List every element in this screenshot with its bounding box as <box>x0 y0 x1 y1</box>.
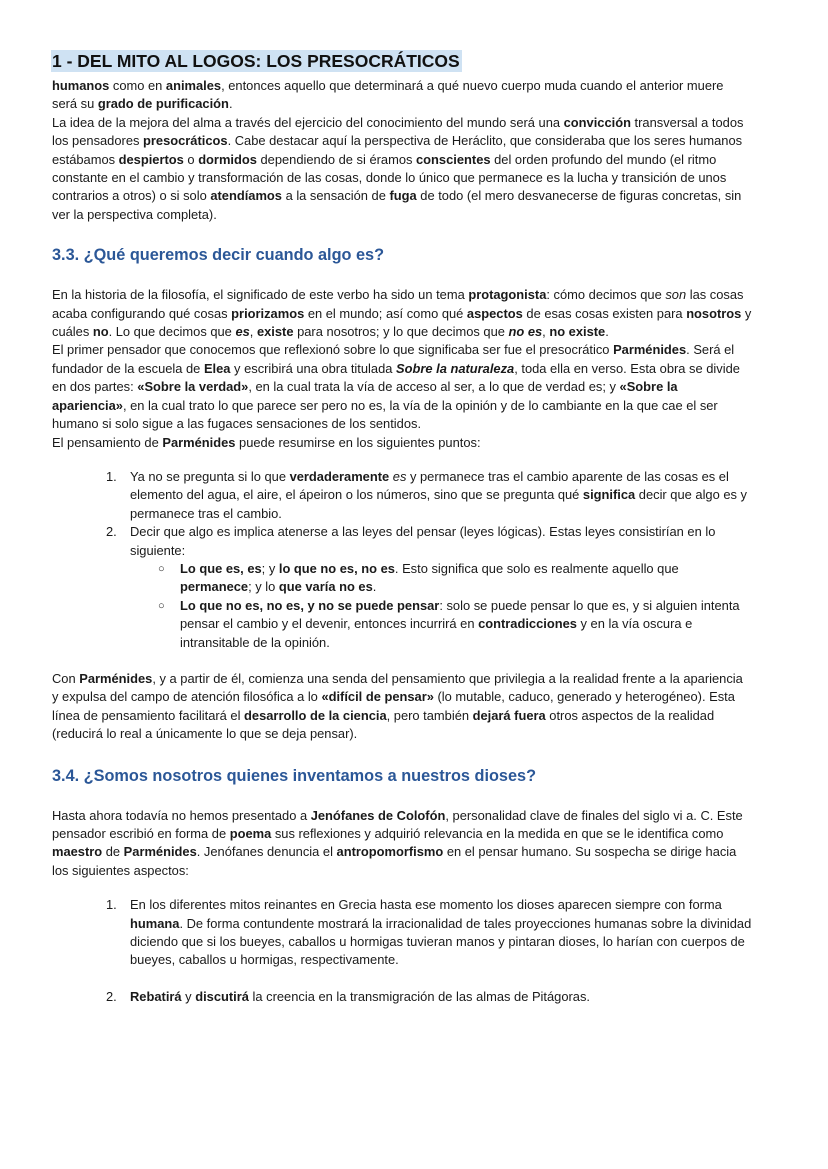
text-run: que varía no es <box>278 579 373 595</box>
text-run: presocráticos <box>143 133 228 149</box>
text-run: fuga <box>389 188 417 204</box>
text-run: y en la vía oscura e intransitable de la opinión. <box>180 616 693 650</box>
text-run: Sobre la naturaleza <box>396 360 515 376</box>
text-run: Lo que es, es <box>180 560 262 576</box>
text-run: Rebatirá <box>130 988 182 1004</box>
text-run: «difícil de pensar» <box>321 689 434 705</box>
text-run: maestro <box>52 844 103 860</box>
text-run: discutirá <box>195 988 249 1004</box>
text-run: . Será el fundador de la escuela de <box>52 342 735 376</box>
text-run: En la historia de la filosofía, el significado de este verbo ha sido un tema <box>52 287 469 303</box>
hollow-circle-bullet-icon: ○ <box>158 562 165 575</box>
text-run: Jenófanes de Colofón <box>310 807 446 823</box>
section1-paragraph-2 <box>52 341 752 433</box>
text-run: o <box>183 151 199 167</box>
text-run: (lo mutable, caduco, generado y heterogéneo). Esta línea de pensamiento facilitará el <box>52 689 735 723</box>
text-run: contradicciones <box>478 616 577 632</box>
text-run: Lo que no es, no es, y no se puede pensar <box>180 597 440 613</box>
text-run: existe <box>256 324 294 340</box>
text-run: , en la cual trato lo que parece ser pero no es, la vía de la opinión y de lo cambiante en la que cae el ser humano si solo sigue a las fugaces sensaciones de los sentidos. <box>52 397 718 432</box>
sub-list-item-text <box>180 597 752 652</box>
text-run: las cosas acaba configurando qué cosas <box>52 287 744 321</box>
text-run: y cuáles <box>52 305 752 340</box>
list-item-text <box>130 523 752 560</box>
text-run <box>508 324 542 339</box>
list-number: 1. <box>106 468 117 484</box>
text-run: atendíamos <box>210 188 282 204</box>
text-run: , y a partir de él, comienza una senda del pensamiento que privilegia a la realidad frente a la apariencia y expulsa del campo de atención filosófica a lo <box>52 670 743 705</box>
text-run: y escribirá una obra titulada <box>230 360 396 376</box>
text-run: Elea <box>203 360 231 376</box>
text-run: en el mundo; así como qué <box>304 305 467 321</box>
sub-list <box>52 560 752 652</box>
text-run: y <box>181 988 196 1004</box>
list-item <box>52 468 752 523</box>
text-run: en el pensar humano. Su sospecha se dirige hacia los siguientes aspectos: <box>52 844 737 878</box>
text-run: «Sobre la verdad» <box>137 379 249 395</box>
sub-list-item-text <box>180 560 752 597</box>
intro-paragraph-2 <box>52 114 752 224</box>
text-run: Decir que algo es implica atenerse a las leyes del pensar (leyes lógicas). Estas leyes consistirían en lo siguiente: <box>130 524 716 558</box>
text-run: son <box>665 287 687 303</box>
text-run: , <box>249 324 257 340</box>
text-run: Parménides <box>79 670 153 686</box>
text-run: aspectos <box>466 305 523 321</box>
section1-paragraph-3 <box>52 434 752 452</box>
text-run: dejará fuera <box>472 707 546 723</box>
text-run: La idea de la mejora del alma a través del ejercicio del conocimiento del mundo será una <box>52 114 564 130</box>
sub-list-item <box>52 597 752 652</box>
text-run: Con <box>52 670 80 686</box>
text-run: para nosotros; y lo que decimos que <box>293 324 509 340</box>
text-run: . <box>605 324 609 340</box>
text-run: dormidos <box>198 151 257 167</box>
hollow-circle-bullet-icon: ○ <box>158 599 165 612</box>
document-page <box>52 50 752 1006</box>
text-run: dependiendo de si éramos <box>256 151 417 167</box>
text-run: : solo se puede pensar lo que es, y si alguien intenta pensar el cambio y el devenir, entonces incurrirá en <box>180 597 740 632</box>
text-run: es <box>235 324 250 340</box>
text-run: puede resumirse en los siguientes puntos: <box>235 434 481 450</box>
list-item-text <box>130 988 752 1006</box>
text-run: , entonces aquello que determinará a qué nuevo cuerpo muda cuando el anterior muere será su <box>52 78 724 112</box>
text-run: humana <box>130 915 180 931</box>
text-run: verdaderamente <box>289 468 390 484</box>
text-run: permanece <box>180 579 249 595</box>
text-run: no <box>92 324 109 340</box>
text-run: otros aspectos de la realidad (reducirá lo real a únicamente lo que se deja pensar). <box>52 707 715 742</box>
section-heading-3-4: 3.4. ¿Somos nosotros quienes inventamos a nuestros dioses? <box>52 766 537 785</box>
sub-list-item <box>52 560 752 597</box>
text-run: decir que algo es y permanece tras el cambio. <box>130 487 747 521</box>
list-item <box>52 988 752 1006</box>
text-run: significa <box>582 487 636 503</box>
text-run: como en <box>109 78 166 93</box>
text-run: Parménides <box>162 434 236 450</box>
text-run: humanos <box>52 78 110 93</box>
section1-paragraph-4 <box>52 670 752 744</box>
text-run: Parménides <box>613 342 687 358</box>
list-number: 2. <box>106 524 117 540</box>
text-run: , pero también <box>386 707 473 723</box>
text-run: la creencia en la transmigración de las almas de Pitágoras. <box>248 988 590 1004</box>
text-run: . Cabe destacar aquí la perspectiva de Heráclito, que consideraba que los seres humanos estábamos <box>52 133 743 167</box>
text-run: . <box>372 579 377 595</box>
text-run: poema <box>229 826 272 841</box>
list-item-text <box>130 896 752 970</box>
text-run: . <box>228 96 233 112</box>
text-run: . Lo que decimos que <box>108 324 236 340</box>
text-run: protagonista <box>468 287 547 303</box>
text-run: , en la cual trata la vía de acceso al ser, a lo que de verdad es; y <box>248 379 620 395</box>
text-run <box>235 324 249 339</box>
parmenides-points-list <box>52 468 752 652</box>
list-number: 1. <box>106 897 117 913</box>
page-title: 1 - DEL MITO AL LOGOS: LOS PRESOCRÁTICOS <box>52 51 460 71</box>
text-run: nosotros <box>686 305 742 321</box>
text-run: Hasta ahora todavía no hemos presentado a <box>52 807 311 823</box>
text-run: no es <box>508 324 543 340</box>
text-run: . De forma contundente mostrará la irracionalidad de tales proyecciones humanas sobre la divinidad diciendo que si los bueyes, caballos u hormigas tuvieran manos y pintaran dioses, lo harían con cuerpos de bueyes, caballos u hormigas, respectivamente. <box>130 915 752 968</box>
jenofanes-aspects-list <box>52 896 752 1006</box>
text-run: lo que no es, no es <box>278 560 395 576</box>
text-run: , personalidad clave de finales del siglo vi a. C. Este pensador escribió en forma de <box>52 807 743 841</box>
text-run: : cómo decimos que <box>546 287 666 303</box>
text-run: Ya no se pregunta si lo que <box>130 468 290 484</box>
text-run: a la sensación de <box>281 188 390 204</box>
text-run: El pensamiento de <box>52 434 163 450</box>
list-number: 2. <box>106 988 117 1004</box>
text-run: de <box>102 844 124 860</box>
text-run: grado de purificación <box>97 96 229 112</box>
list-spacer <box>52 970 752 988</box>
text-run: sus reflexiones y adquirió relevancia en la medida en que se le identifica como <box>271 826 724 841</box>
text-run: desarrollo de la ciencia <box>244 707 387 723</box>
text-run: Parménides <box>123 844 197 860</box>
section2-paragraph-1 <box>52 807 752 881</box>
text-run: antropomorfismo <box>336 844 444 860</box>
text-run: El primer pensador que conocemos que reflexionó sobre lo que significaba ser fue el presocrático <box>52 342 614 358</box>
intro-paragraph-1 <box>52 77 752 114</box>
text-run: no existe <box>549 324 606 340</box>
text-run: conscientes <box>416 151 491 167</box>
text-run: convicción <box>563 114 631 130</box>
text-run: del orden profundo del mundo (el ritmo constante en el cambio y transformación de las cosas, donde lo único que permanece es la lucha y transición de unos contrarios a otros) o si solo <box>52 151 727 204</box>
section-heading-3-3: 3.3. ¿Qué queremos decir cuando algo es? <box>52 246 385 265</box>
list-item-text <box>130 468 752 523</box>
text-run: es <box>392 468 407 484</box>
text-run: animales <box>165 78 222 93</box>
text-run: transversal a todos los pensadores <box>52 114 744 149</box>
text-run: de todo (el mero desvanecerse de figuras concretas, sin ver la perspectiva completa). <box>52 188 742 222</box>
text-run: priorizamos <box>231 305 305 321</box>
text-run <box>396 361 514 376</box>
text-run: . Jenófanes denuncia el <box>196 844 337 860</box>
text-run: . Esto significa que solo es realmente aquello que <box>394 560 679 576</box>
text-run: , <box>542 324 550 340</box>
text-run: , toda ella en verso. Esta obra se divide en dos partes: <box>52 360 740 395</box>
list-item <box>52 896 752 970</box>
text-run: En los diferentes mitos reinantes en Grecia hasta ese momento los dioses aparecen siempre con forma <box>130 897 722 913</box>
text-run: ; y lo <box>248 579 279 595</box>
text-run: y permanece tras el cambio aparente de las cosas es el elemento del agua, el aire, el ápeiron o los números, sino que se pregunta qué <box>130 468 729 503</box>
section1-paragraph-1 <box>52 286 752 341</box>
list-item <box>52 523 752 560</box>
text-run: de esas cosas existen para <box>522 305 687 321</box>
text-run: ; y <box>261 560 279 576</box>
text-run: despiertos <box>118 151 184 167</box>
text-run: «Sobre la apariencia» <box>52 379 678 413</box>
